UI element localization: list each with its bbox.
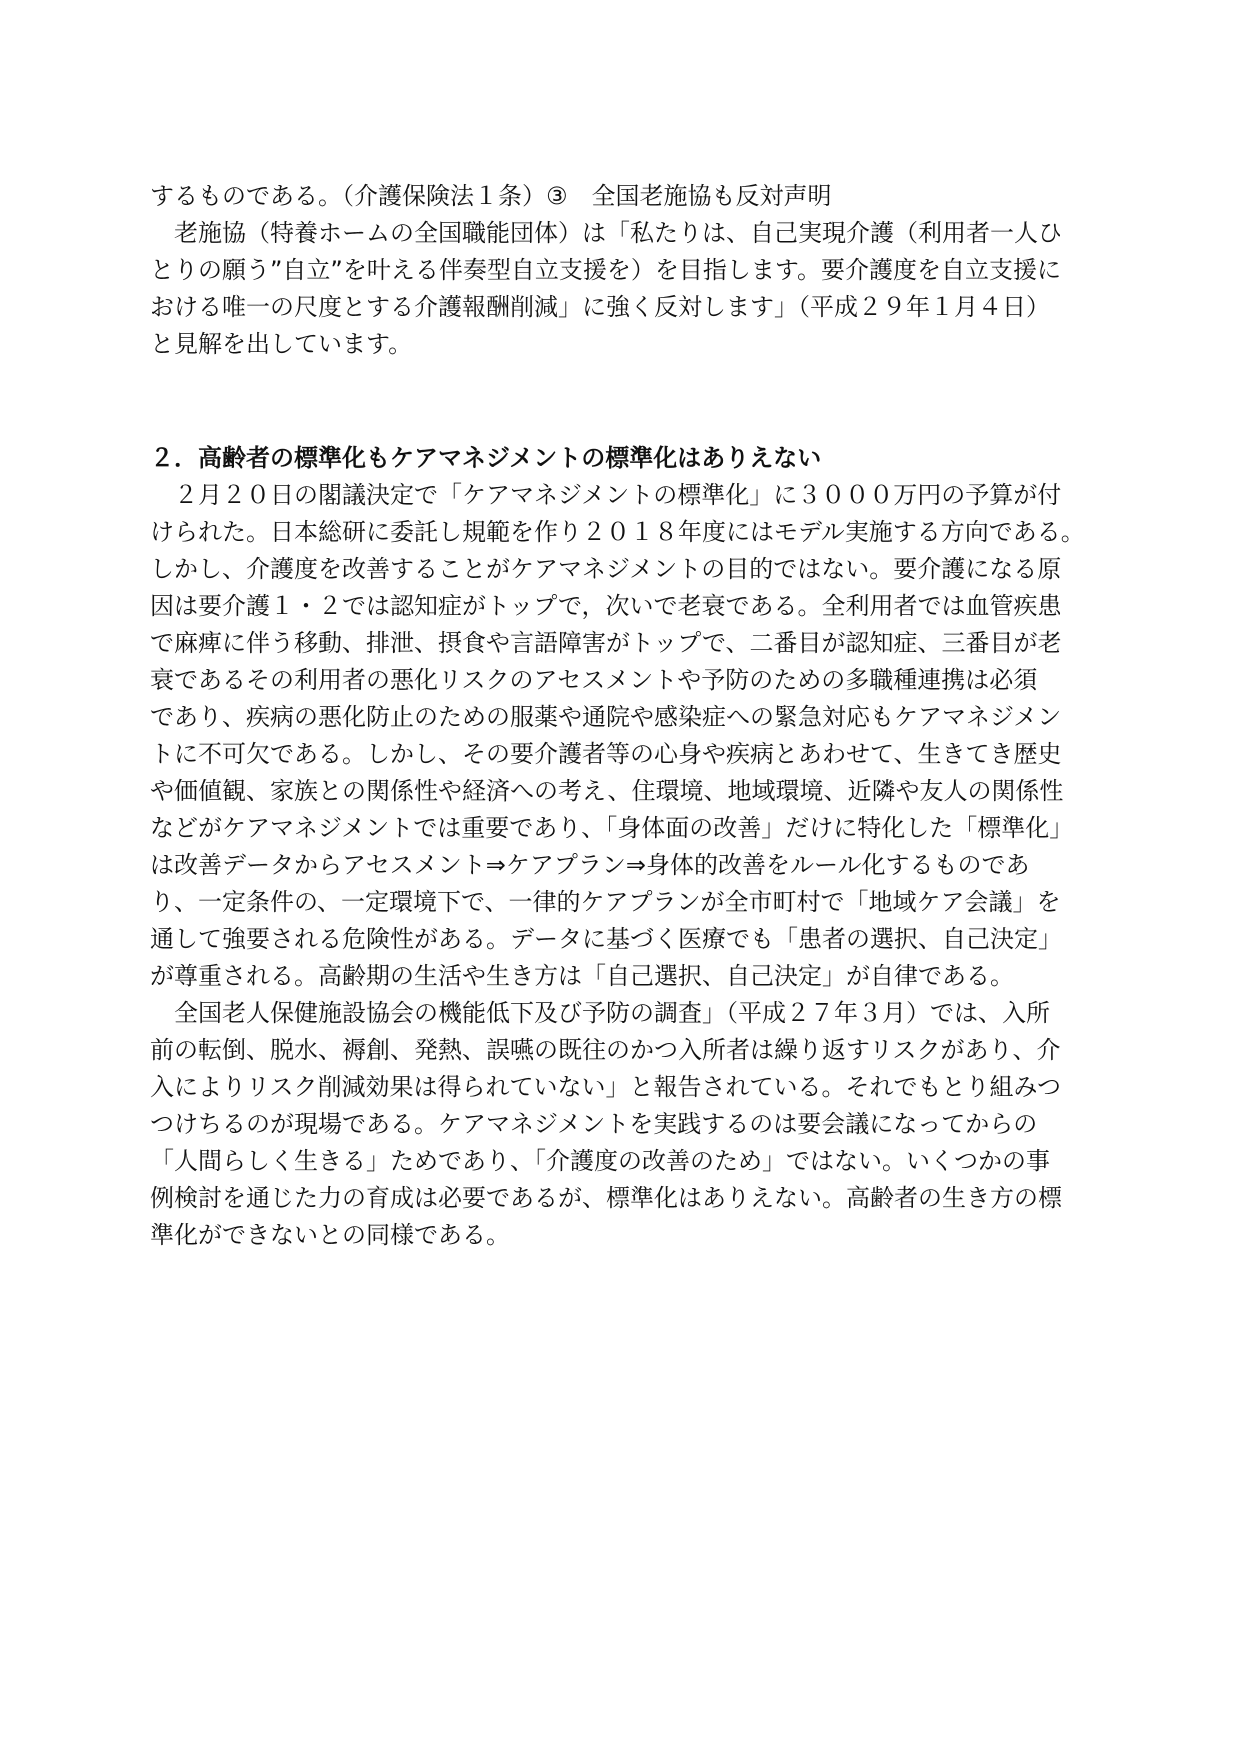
section-paragraph-2 xyxy=(150,995,1100,1254)
section-2 xyxy=(150,440,1100,1254)
text-line: おける唯一の尺度とする介護報酬削減」に強く反対します」（平成２９年１月４日） xyxy=(150,293,1050,321)
text-line: は改善データからアセスメント⇒ケアプラン⇒身体的改善をルール化するものであ xyxy=(150,851,1030,879)
text-line: 因は要介護１・２では認知症がトップで，次いで老衰である。全利用者では血管疾患 xyxy=(150,592,1062,620)
text-line: ２月２０日の閣議決定で「ケアマネジメントの標準化」に３０００万円の予算が付 xyxy=(150,481,1062,509)
text-line: 老施協（特養ホームの全国職能団体）は「私たりは、自己実現介護（利用者一人ひ xyxy=(150,219,1062,247)
text-line: り、一定条件の、一定環境下で、一律的ケアプランが全市町村で「地域ケア会議」を xyxy=(150,888,1061,916)
text-line: 例検討を通じた力の育成は必要であるが、標準化はありえない。高齢者の生き方の標 xyxy=(150,1184,1062,1212)
text-line: しかし、介護度を改善することがケアマネジメントの目的ではない。要介護になる原 xyxy=(150,555,1062,583)
intro-paragraph xyxy=(150,178,1100,363)
text-line: と見解を出しています。 xyxy=(150,330,413,358)
text-line: 「人間らしく生きる」ためであり、「介護度の改善のため」ではない。いくつかの事 xyxy=(150,1147,1050,1175)
section-heading: ２．高齢者の標準化もケアマネジメントの標準化はありえない xyxy=(150,444,822,472)
text-line: や価値観、家族との関係性や経済への考え、住環境、地域環境、近隣や友人の関係性 xyxy=(150,777,1064,805)
text-line: つけちるのが現場である。ケアマネジメントを実践するのは要会議になってからの xyxy=(150,1110,1038,1138)
text-line: 入によりリスク削減効果は得られていない」と報告されている。それでもとり組みつ xyxy=(150,1073,1062,1101)
text-line: 前の転倒、脱水、褥創、発熱、誤嚥の既往のかつ入所者は繰り返すリスクがあり、介 xyxy=(150,1036,1061,1064)
text-line: トに不可欠である。しかし、その要介護者等の心身や疾病とあわせて、生きてき歴史 xyxy=(150,740,1062,768)
text-line: などがケアマネジメントでは重要であり、「身体面の改善」だけに特化した「標準化」 xyxy=(150,814,1074,842)
text-line: とりの願う”自立”を叶える伴奏型自立支援を）を目指します。要介護度を自立支援に xyxy=(150,256,1061,284)
text-line: 通して強要される危険性がある。データに基づく医療でも「患者の選択、自己決定」 xyxy=(150,925,1062,953)
text-line: であり、疾病の悪化防止のための服薬や通院や感染症への緊急対応もケアマネジメン xyxy=(150,703,1062,731)
text-line: で麻痺に伴う移動、排泄、摂食や言語障害がトップで、二番目が認知症、三番目が老 xyxy=(150,629,1062,657)
text-line: 全国老人保健施設協会の機能低下及び予防の調査」（平成２７年３月）では、入所 xyxy=(150,999,1050,1027)
text-line: するものである。（介護保険法１条）③ 全国老施協も反対声明 xyxy=(150,182,832,210)
text-line: けられた。日本総研に委託し規範を作り２０１８年度にはモデル実施する方向である。 xyxy=(150,518,1085,546)
section-paragraph-1 xyxy=(150,477,1100,995)
text-line: が尊重される。高齢期の生活や生き方は「自己選択、自己決定」が自律である。 xyxy=(150,962,1014,990)
text-line: 衰であるその利用者の悪化リスクのアセスメントや予防のための多職種連携は必須 xyxy=(150,666,1038,694)
text-line: 準化ができないとの同様である。 xyxy=(150,1221,510,1249)
